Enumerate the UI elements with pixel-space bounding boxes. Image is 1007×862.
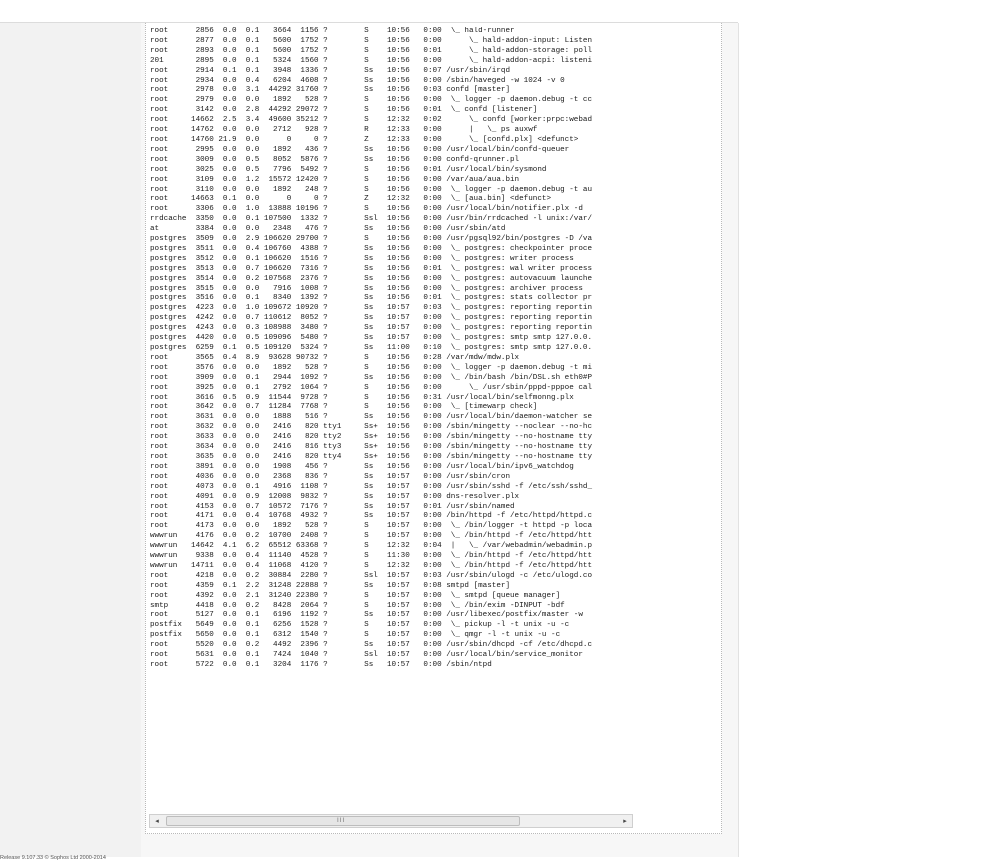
process-line: root 4153 0.0 0.7 10572 7176 ? Ss 10:57 0:01 /usr/sbin/named xyxy=(150,502,515,511)
process-line: root 3576 0.0 0.0 1892 528 ? S 10:56 0:00 \_ logger -p daemon.debug -t mi xyxy=(150,363,593,372)
left-sidebar xyxy=(0,23,141,857)
process-line: root 3631 0.0 0.0 1888 516 ? Ss 10:56 0:00 /usr/local/bin/daemon-watcher se xyxy=(150,413,593,422)
process-line: postgres 3515 0.0 0.0 7916 1008 ? Ss 10:56 0:00 \_ postgres: archiver process xyxy=(150,284,583,293)
process-line: root 4218 0.0 0.2 30884 2280 ? Ssl 10:57 0:03 /usr/sbin/ulogd -c /etc/ulogd.co xyxy=(150,571,593,580)
footer-release-text: Release 9.107.33 © Sophos Ltd 2000-2014 xyxy=(0,855,106,861)
process-line: root 2914 0.1 0.1 3948 1336 ? Ss 10:56 0:07 /usr/sbin/irqd xyxy=(150,66,511,75)
process-line: root 14762 0.0 0.0 2712 928 ? R 12:33 0:00 | \_ ps auxwf xyxy=(150,126,538,135)
process-line: root 14760 21.9 0.0 0 0 ? Z 12:33 0:00 \_ [confd.plx] <defunct> xyxy=(150,135,579,144)
process-line: root 2978 0.0 3.1 44292 31760 ? Ss 10:56 0:03 confd [master] xyxy=(150,86,511,95)
process-line: root 2856 0.0 0.1 3664 1156 ? S 10:56 0:00 \_ hald-runner xyxy=(150,27,515,35)
process-line: postgres 3509 0.0 2.9 106620 29700 ? S 10:56 0:00 /usr/pgsql92/bin/postgres -D /va xyxy=(150,235,593,244)
process-line: root 5127 0.0 0.1 6196 1192 ? Ss 10:57 0:00 /usr/libexec/postfix/master -w xyxy=(150,611,583,620)
process-line: wwwrun 14711 0.0 0.4 11068 4120 ? S 12:32 0:00 \_ /bin/httpd -f /etc/httpd/htt xyxy=(150,561,593,570)
scroll-left-arrow-icon[interactable]: ◂ xyxy=(155,817,159,825)
process-line: root 3891 0.0 0.0 1908 456 ? Ss 10:56 0:00 /usr/local/bin/ipv6_watchdog xyxy=(150,462,574,471)
process-line: root 4073 0.0 0.1 4916 1108 ? Ss 10:57 0:00 /usr/sbin/sshd -f /etc/ssh/sshd_ xyxy=(150,482,593,491)
process-line: root 4173 0.0 0.0 1892 528 ? S 10:57 0:00 \_ /bin/logger -t httpd -p loca xyxy=(150,522,593,531)
process-line: root 5520 0.0 0.2 4492 2396 ? Ss 10:57 0:00 /usr/sbin/dhcpd -cf /etc/dhcpd.c xyxy=(150,641,593,650)
process-line: postgres 3511 0.0 0.4 106760 4388 ? Ss 10:56 0:00 \_ postgres: checkpointer proce xyxy=(150,244,593,253)
process-line: smtp 4418 0.0 0.2 8428 2064 ? S 10:57 0:00 \_ /bin/exim -DINPUT -bdf xyxy=(150,601,565,610)
process-line: root 3306 0.0 1.0 13888 10196 ? S 10:56 0:00 /usr/local/bin/notifier.plx -d xyxy=(150,205,583,214)
process-line: root 3109 0.0 1.2 15572 12420 ? S 10:56 0:00 /var/aua/aua.bin xyxy=(150,175,520,184)
process-line: root 3642 0.0 0.7 11284 7768 ? S 10:56 0:00 \_ [timewarp check] xyxy=(150,403,538,412)
scroll-right-arrow-icon[interactable]: ▸ xyxy=(623,817,627,825)
process-line: root 2934 0.0 0.4 6204 4608 ? Ss 10:56 0:00 /sbin/haveged -w 1024 -v 0 xyxy=(150,76,565,85)
process-line: root 2893 0.0 0.1 5600 1752 ? S 10:56 0:01 \_ hald-addon-storage: poll xyxy=(150,46,593,55)
process-line: root 2877 0.0 0.1 5600 1752 ? S 10:56 0:00 \_ hald-addon-input: Listen xyxy=(150,36,593,45)
scrollbar-grip-icon: III xyxy=(337,817,346,824)
process-line: root 3110 0.0 0.0 1892 248 ? S 10:56 0:00 \_ logger -p daemon.debug -t au xyxy=(150,185,593,194)
process-line: root 2979 0.0 0.0 1892 528 ? S 10:56 0:00 \_ logger -p daemon.debug -t cc xyxy=(150,96,593,105)
process-line: postgres 3513 0.0 0.7 106620 7316 ? Ss 10:56 0:01 \_ postgres: wal writer process xyxy=(150,264,593,273)
process-line: postfix 5650 0.0 0.1 6312 1540 ? S 10:57 0:00 \_ qmgr -l -t unix -u -c xyxy=(150,631,561,640)
process-line: root 2995 0.0 0.0 1892 436 ? Ss 10:56 0:00 /usr/local/bin/confd-queuer xyxy=(150,145,570,154)
process-line: root 4036 0.0 0.0 2368 836 ? Ss 10:57 0:00 /usr/sbin/cron xyxy=(150,472,511,481)
process-line: postgres 3514 0.0 0.2 107568 2376 ? Ss 10:56 0:00 \_ postgres: autovacuum launche xyxy=(150,274,593,283)
process-line: root 4392 0.0 2.1 31240 22380 ? S 10:57 0:00 \_ smtpd [queue manager] xyxy=(150,591,561,600)
process-line: root 3009 0.0 0.5 8052 5876 ? Ss 10:56 0:00 confd-qrunner.pl xyxy=(150,155,520,164)
process-line: root 3142 0.0 2.8 44292 29072 ? S 10:56 0:01 \_ confd [listener] xyxy=(150,106,538,115)
process-line: root 3632 0.0 0.0 2416 820 tty1 Ss+ 10:56 0:00 /sbin/mingetty --noclear --no-hc xyxy=(150,423,593,432)
process-line: root 4091 0.0 0.9 12008 9832 ? Ss 10:57 0:00 dns-resolver.plx xyxy=(150,492,520,501)
process-output[interactable] xyxy=(150,27,640,807)
process-line: root 3635 0.0 0.0 2416 820 tty4 Ss+ 10:56 0:00 /sbin/mingetty --no-hostname tty xyxy=(150,452,593,461)
process-line: postgres 4420 0.0 0.5 109096 5480 ? Ss 10:57 0:00 \_ postgres: smtp smtp 127.0.0. xyxy=(150,334,593,343)
process-line: postgres 4243 0.0 0.3 108988 3480 ? Ss 10:57 0:00 \_ postgres: reporting reportin xyxy=(150,324,593,333)
process-line: 201 2895 0.0 0.1 5324 1560 ? S 10:56 0:00 \_ hald-addon-acpi: listeni xyxy=(150,56,593,65)
process-line: postgres 6259 0.1 0.5 109120 5324 ? Ss 11:00 0:10 \_ postgres: smtp smtp 127.0.0. xyxy=(150,344,593,352)
process-line: root 4359 0.1 2.2 31248 22888 ? Ss 10:57 0:08 smtpd [master] xyxy=(150,581,511,590)
process-line: root 5631 0.0 0.1 7424 1040 ? Ssl 10:57 0:00 /usr/local/bin/service_monitor xyxy=(150,651,583,660)
process-line: root 3616 0.5 0.9 11544 9728 ? S 10:56 0:31 /usr/local/bin/selfmonng.plx xyxy=(150,393,574,402)
process-line: postgres 3516 0.0 0.1 8340 1392 ? Ss 10:56 0:01 \_ postgres: stats collector pr xyxy=(150,294,593,303)
process-line: root 14663 0.1 0.0 0 0 ? Z 12:32 0:00 \_ [aua.bin] <defunct> xyxy=(150,195,552,204)
process-line: wwwrun 9338 0.0 0.4 11140 4528 ? S 11:30 0:00 \_ /bin/httpd -f /etc/httpd/htt xyxy=(150,552,593,561)
process-line: rrdcache 3350 0.0 0.1 107500 1332 ? Ssl 10:56 0:00 /usr/bin/rrdcached -l unix:/var/ xyxy=(150,215,593,224)
process-line: postgres 4242 0.0 0.7 110612 8052 ? Ss 10:57 0:00 \_ postgres: reporting reportin xyxy=(150,314,593,323)
process-line: postfix 5649 0.0 0.1 6256 1528 ? S 10:57 0:00 \_ pickup -l -t unix -u -c xyxy=(150,621,570,630)
process-line: root 3633 0.0 0.0 2416 820 tty2 Ss+ 10:56 0:00 /sbin/mingetty --no-hostname tty xyxy=(150,433,593,442)
process-line: postgres 4223 0.0 1.0 109672 10920 ? Ss 10:57 0:03 \_ postgres: reporting reportin xyxy=(150,304,593,313)
process-line: root 14662 2.5 3.4 49600 35212 ? S 12:32 0:02 \_ confd [worker:prpc:webad xyxy=(150,116,593,125)
process-line: root 5722 0.0 0.1 3204 1176 ? Ss 10:57 0:00 /sbin/ntpd xyxy=(150,661,492,669)
process-line: root 3565 0.4 8.9 93628 90732 ? S 10:56 0:28 /var/mdw/mdw.plx xyxy=(150,353,520,362)
process-line: root 3025 0.0 0.5 7796 5492 ? S 10:56 0:01 /usr/local/bin/sysmond xyxy=(150,165,547,174)
process-line: root 3909 0.0 0.1 2944 1092 ? Ss 10:56 0:00 \_ /bin/bash /bin/DSL.sh eth0#P xyxy=(150,373,593,382)
horizontal-scrollbar[interactable] xyxy=(149,814,633,828)
process-line: wwwrun 4176 0.0 0.2 10700 2408 ? S 10:57 0:00 \_ /bin/httpd -f /etc/httpd/htt xyxy=(150,532,593,541)
process-line: root 3634 0.0 0.0 2416 816 tty3 Ss+ 10:56 0:00 /sbin/mingetty --no-hostname tty xyxy=(150,443,593,452)
process-line: root 3925 0.0 0.1 2792 1064 ? S 10:56 0:00 \_ /usr/sbin/pppd-pppoe cal xyxy=(150,383,593,392)
process-line: postgres 3512 0.0 0.1 106620 1516 ? Ss 10:56 0:00 \_ postgres: writer process xyxy=(150,254,574,263)
process-line: at 3384 0.0 0.0 2348 476 ? Ss 10:56 0:00 /usr/sbin/atd xyxy=(150,225,506,234)
process-line: root 4171 0.0 0.4 10768 4932 ? Ss 10:57 0:00 /bin/httpd -f /etc/httpd/httpd.c xyxy=(150,512,593,521)
process-line: wwwrun 14642 4.1 6.2 65512 63368 ? S 12:32 0:04 | \_ /var/webadmin/webadmin.p xyxy=(150,542,593,551)
scrollbar-thumb[interactable] xyxy=(166,816,520,826)
